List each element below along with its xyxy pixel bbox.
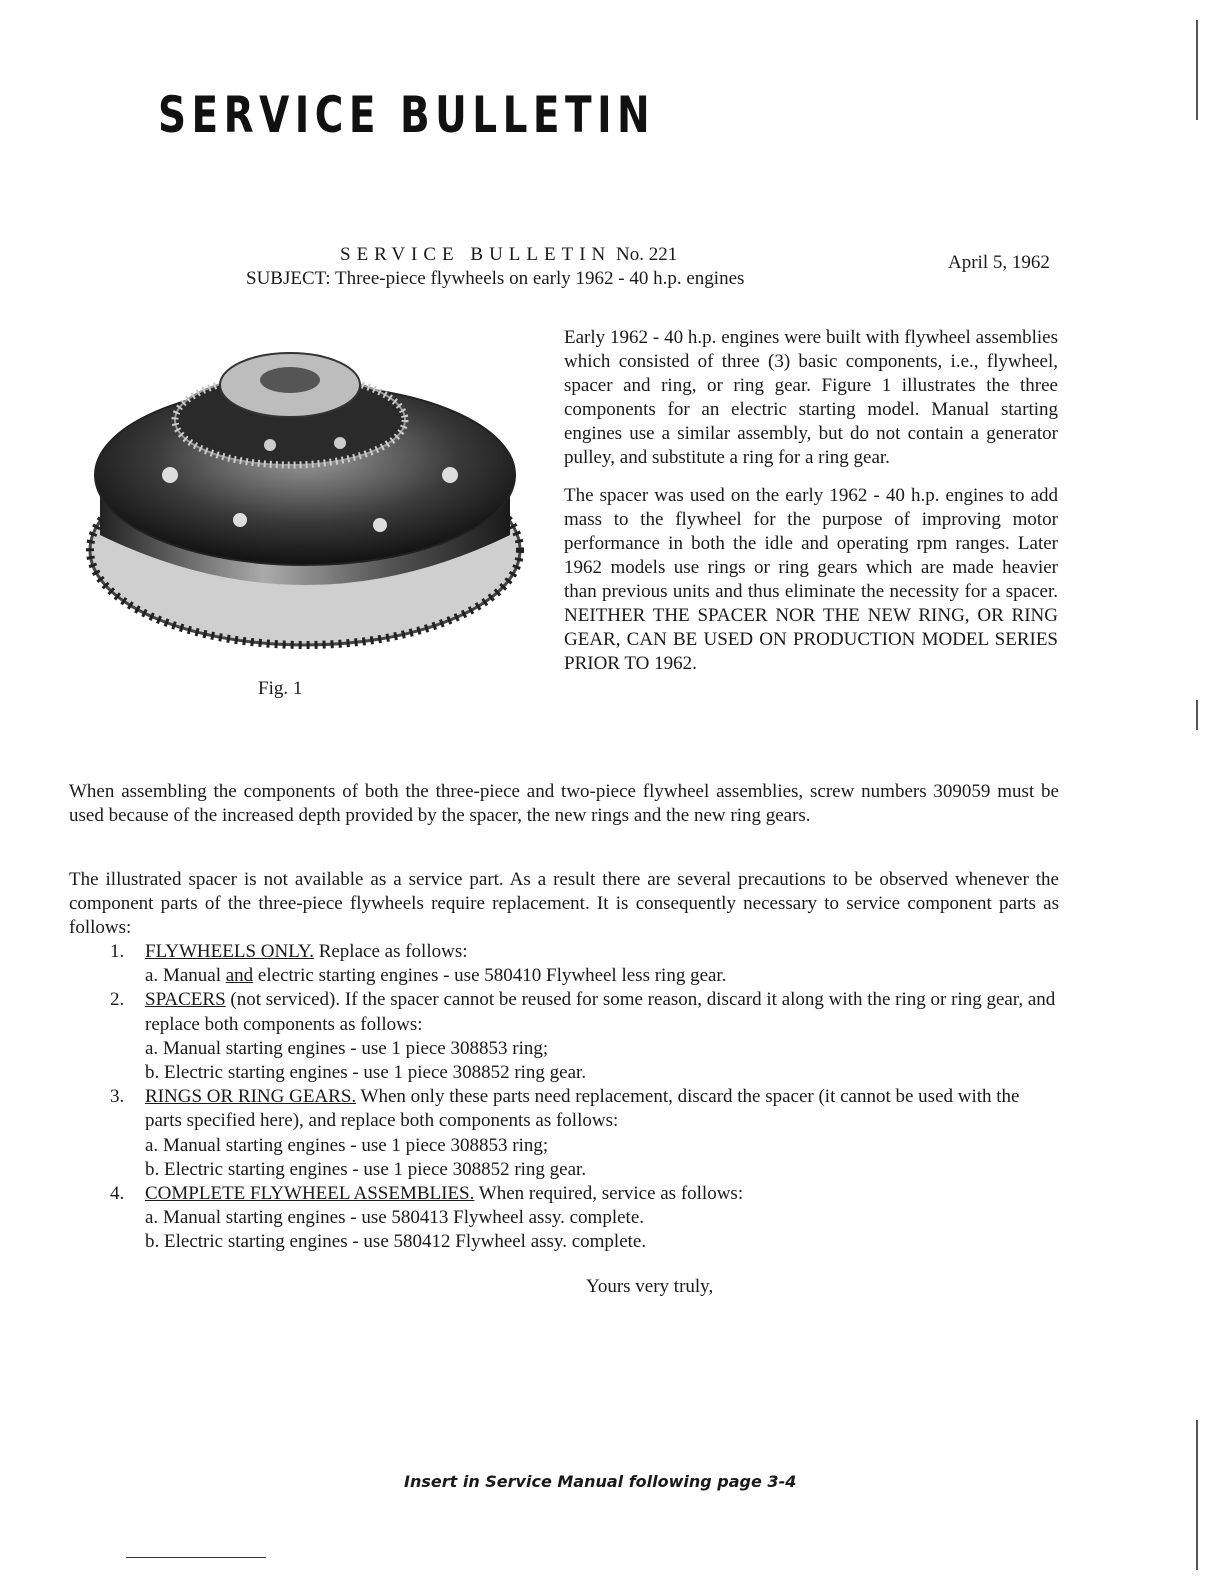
sub-item (145, 1230, 1060, 1254)
sub-item-text: Manual starting engines - use 580413 Flywheel assy. complete. (162, 1207, 644, 1229)
figure-caption: Fig. 1 (258, 678, 303, 699)
item-text: Replace as follows: (313, 941, 468, 962)
sub-item (145, 1158, 1060, 1182)
intro-paragraph-1: Early 1962 - 40 h.p. engines were built with flywheel assemblies which consisted of three (3) basic components, i.e., flywheel, spacer and ring, or ring gear. Figure 1 illustrates the three components for an electric starting model. Manual starting engines use a similar assembly, but do not contain a generator pulley, and substitute a ring for a ring gear. (564, 327, 1058, 468)
assembly-paragraph: When assembling the components of both the three-piece and two-piece flywheel assemblies, screw numbers 309059 must be used because of the increased depth provided by the spacer, the new rings and the new ring gears. (69, 781, 1059, 826)
sub-item-label: a. (145, 1207, 159, 1229)
item-text: When required, service as follows: (474, 1183, 744, 1205)
list-item (100, 1085, 1060, 1182)
subject-label: SUBJECT: (246, 268, 331, 289)
scan-edge-mark (1196, 20, 1198, 120)
item-number: 2. (110, 989, 125, 1011)
item-number: 3. (110, 1086, 125, 1108)
sub-item (145, 964, 1060, 988)
sub-item-label: a. (145, 965, 159, 987)
item-title: SPACERS (145, 989, 226, 1011)
sub-item-text: Manual starting engines - use 1 piece 308853 ring; (162, 1134, 549, 1156)
sub-item (145, 1037, 1060, 1061)
bulletin-date: April 5, 1962 (948, 252, 1050, 273)
intro-column (564, 326, 1058, 690)
sub-item-text-underlined: and (225, 965, 254, 987)
flywheel-photo (70, 325, 540, 655)
sub-item-label: b. (145, 1158, 160, 1180)
sub-item-label: a. (145, 1037, 159, 1059)
closing-salutation: Yours very truly, (586, 1276, 714, 1297)
service-parts-list (100, 940, 1060, 1255)
sub-item-text-post: electric starting engines - use 580410 Flywheel less ring gear. (253, 965, 727, 987)
subject-line (246, 268, 744, 290)
list-item (100, 940, 1060, 988)
bulletin-number-line (340, 244, 677, 266)
sub-item-text: Electric starting engines - use 1 piece 308852 ring gear. (164, 1062, 587, 1084)
sub-item-label: b. (145, 1062, 160, 1084)
sub-item (145, 1134, 1060, 1158)
intro-paragraph-2: The spacer was used on the early 1962 - 40 h.p. engines to add mass to the flywheel for the purpose of improving motor performance in both the idle and operating rpm ranges. Later 1962 models use rings or ring gears which are made heavier than previous units and thus eliminate the necessity for a spacer. NEITHER THE SPACER NOR THE NEW RING, OR RING GEAR, CAN BE USED ON PRODUCTION MODEL SERIES PRIOR TO 1962. (564, 485, 1058, 674)
footer-instruction: Insert in Service Manual following page 3-4 (404, 1472, 797, 1491)
item-title: RINGS OR RING GEARS. (145, 1086, 357, 1108)
bulletin-label: SERVICE BULLETIN (340, 244, 612, 265)
subject-text: Three-piece flywheels on early 1962 - 40 h.p. engines (335, 268, 745, 289)
sub-item-label: a. (145, 1134, 159, 1156)
bulletin-number: No. 221 (616, 244, 678, 265)
item-number: 1. (110, 941, 125, 962)
list-item (100, 988, 1060, 1085)
masthead-title: SERVICE BULLETIN (158, 86, 656, 144)
scan-edge-mark (1196, 1420, 1198, 1570)
sub-item (145, 1206, 1060, 1230)
sub-item-text: Electric starting engines - use 580412 Flywheel assy. complete. (164, 1231, 647, 1253)
sub-item-label: b. (145, 1231, 160, 1253)
sub-item (145, 1061, 1060, 1085)
sub-item-text: Manual starting engines - use 1 piece 308853 ring; (162, 1037, 549, 1059)
item-title: FLYWHEELS ONLY. (145, 941, 314, 962)
item-number: 4. (110, 1183, 125, 1205)
sub-item-text-pre: Manual (162, 965, 226, 987)
sub-item-text: Electric starting engines - use 1 piece 308852 ring gear. (164, 1158, 587, 1180)
item-text: When only these parts need replacement, discard the spacer (it cannot be used with the parts specified here), and replace both components as follows: (145, 1086, 1020, 1132)
footnote-rule (126, 1557, 266, 1558)
item-title: COMPLETE FLYWHEEL ASSEMBLIES. (145, 1183, 475, 1205)
precautions-paragraph: The illustrated spacer is not available as a service part. As a result there are several precautions to be observed whenever the component parts of the three-piece flywheels require replacement. It is consequently necessary to service component parts as follows: (69, 869, 1059, 938)
item-text: (not serviced). If the spacer cannot be reused for some reason, discard it along with the ring or ring gear, and replace both components as follows: (145, 989, 1056, 1035)
list-item (100, 1182, 1060, 1255)
scan-edge-mark (1196, 700, 1198, 730)
